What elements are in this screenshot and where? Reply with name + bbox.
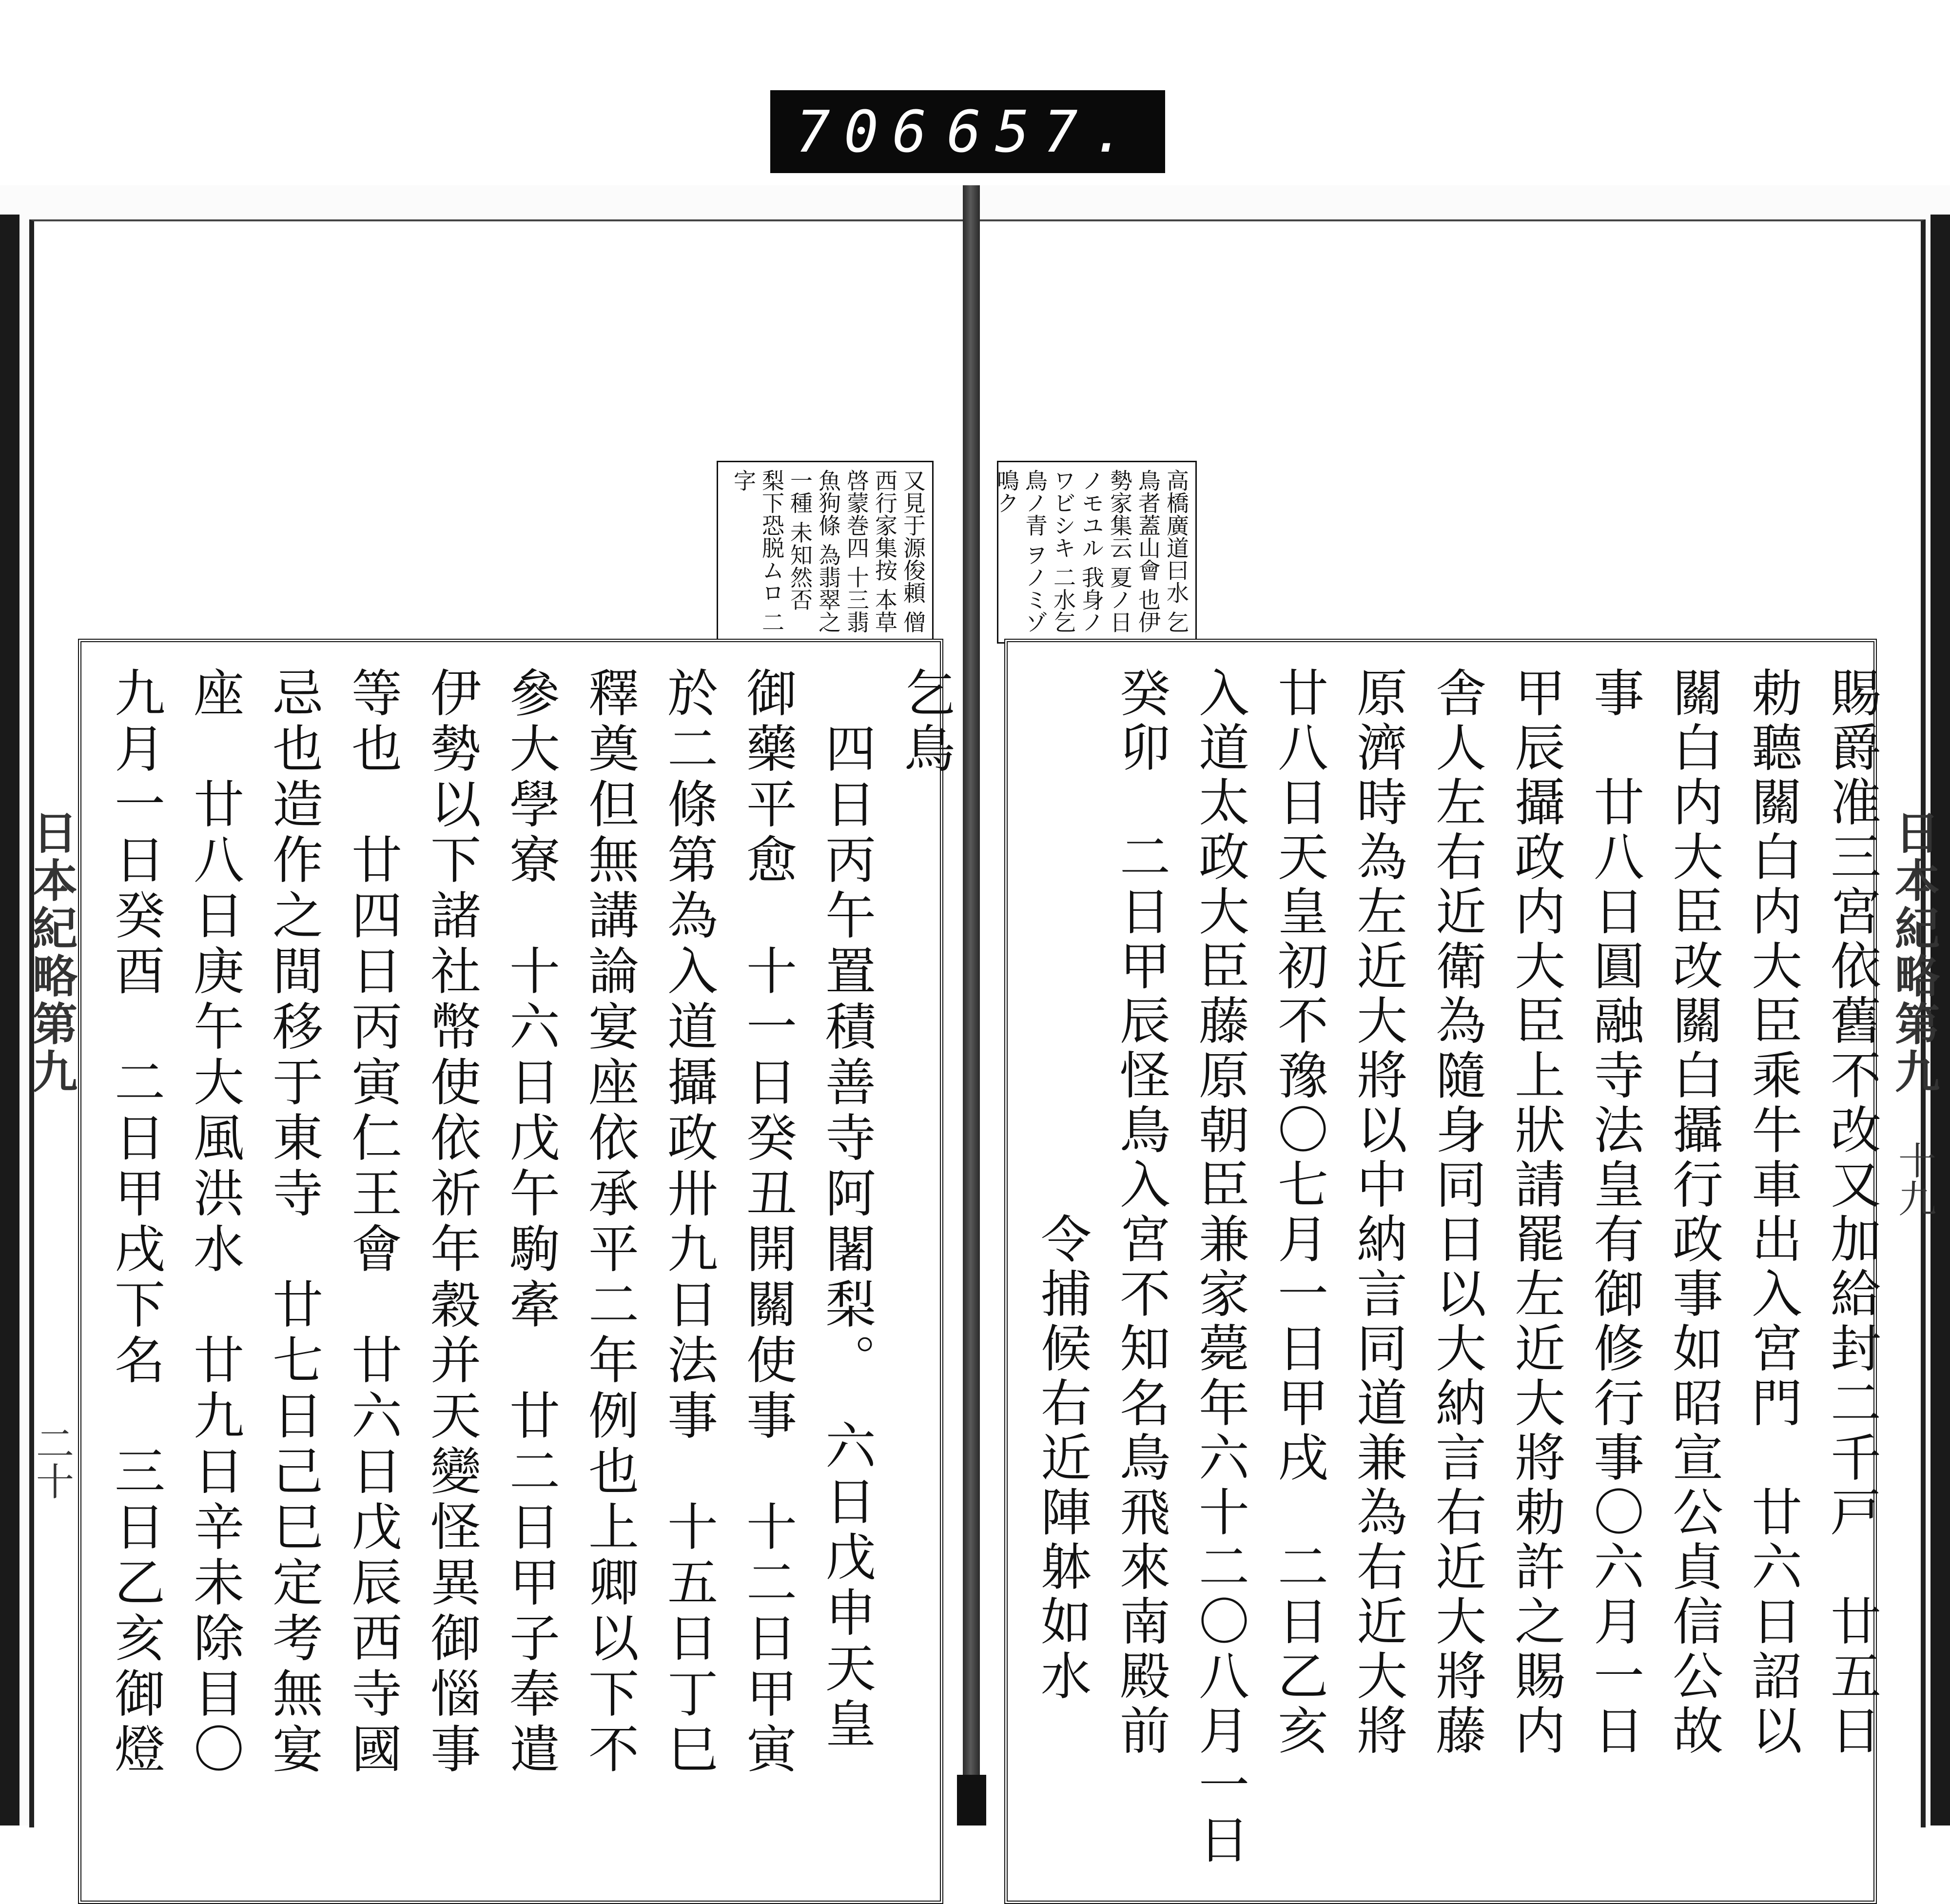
accession-number-left: 706 bbox=[796, 98, 941, 165]
folio-right: 十九 bbox=[1892, 1141, 1936, 1217]
book-spine bbox=[963, 185, 980, 1825]
accession-number-right: 657. bbox=[946, 98, 1140, 165]
running-header-right: 日本紀略第九 bbox=[1888, 809, 1940, 1096]
main-text-left: 乞鳥 四日丙午置積善寺阿闍梨。 六日戊申天皇 御藥平愈 十一日癸丑開關使事 十二日甲寅 於二條第為入道攝政卅九日法事 十五日丁巳 釋奠但無講論宴座依承平二年例也上卿以下不 參大學寮 十六日戊午駒牽 廿二日甲子奉遣 伊勢以下諸社幣使依祈年穀并天變怪異御惱事 等也 廿四日丙寅仁王會 廿六日戊辰西寺國 忌也造作之間移于東寺 廿七日己巳定考無宴 座 廿八日庚午大風洪水 廿九日辛未除目〇 九月一日癸酉 二日甲戌下名 三日乙亥御燈 bbox=[106, 667, 955, 1778]
folio-left: 二十 bbox=[30, 1424, 74, 1500]
headnote-right: 高橋廣道曰水 乞鳥者蓋山會 也伊勢家集云 夏ノ日ノモユル 我身ノワビシキ 二水乞鳥ノ青 ヲノミゾ鳴ク bbox=[997, 461, 1197, 644]
text-frame-right bbox=[1004, 639, 1881, 1904]
headnote-left: 又見于源俊頼 僧西行家集按 本草啓蒙巻四 十三翡魚狗條 為翡翠之一種 未知然否 梨下恐脱ムロ 二字 bbox=[717, 461, 934, 644]
running-header-left: 日本紀略第九 bbox=[25, 809, 78, 1096]
book-spread bbox=[0, 185, 1950, 1868]
main-text-right: 賜爵准三宮依舊不改又加給封二千戸 廿五日 勅聽關白内大臣乘牛車出入宮門 廿六日詔以 關白内大臣改關白攝行政事如昭宣公貞信公故 事 廿八日圓融寺法皇有御修行事〇六月一日 甲辰攝政内大臣上狀請罷左近大將勅許之賜内 舎人左右近衛為隨身同日以大納言右近大將藤 原濟時為左近大將以中納言同道兼為右近大將 廿八日天皇初不豫〇七月一日甲戌 二日乙亥 入道太政大臣藤原朝臣兼家薨年六十二〇八月一日 癸卯 二日甲辰怪鳥入宮不知名鳥飛來南殿前 令捕候右近陣躰如水 bbox=[1032, 667, 1881, 1868]
text-frame-left bbox=[78, 639, 955, 1904]
left-fore-edge bbox=[0, 215, 20, 1825]
accession-label bbox=[770, 90, 1165, 173]
